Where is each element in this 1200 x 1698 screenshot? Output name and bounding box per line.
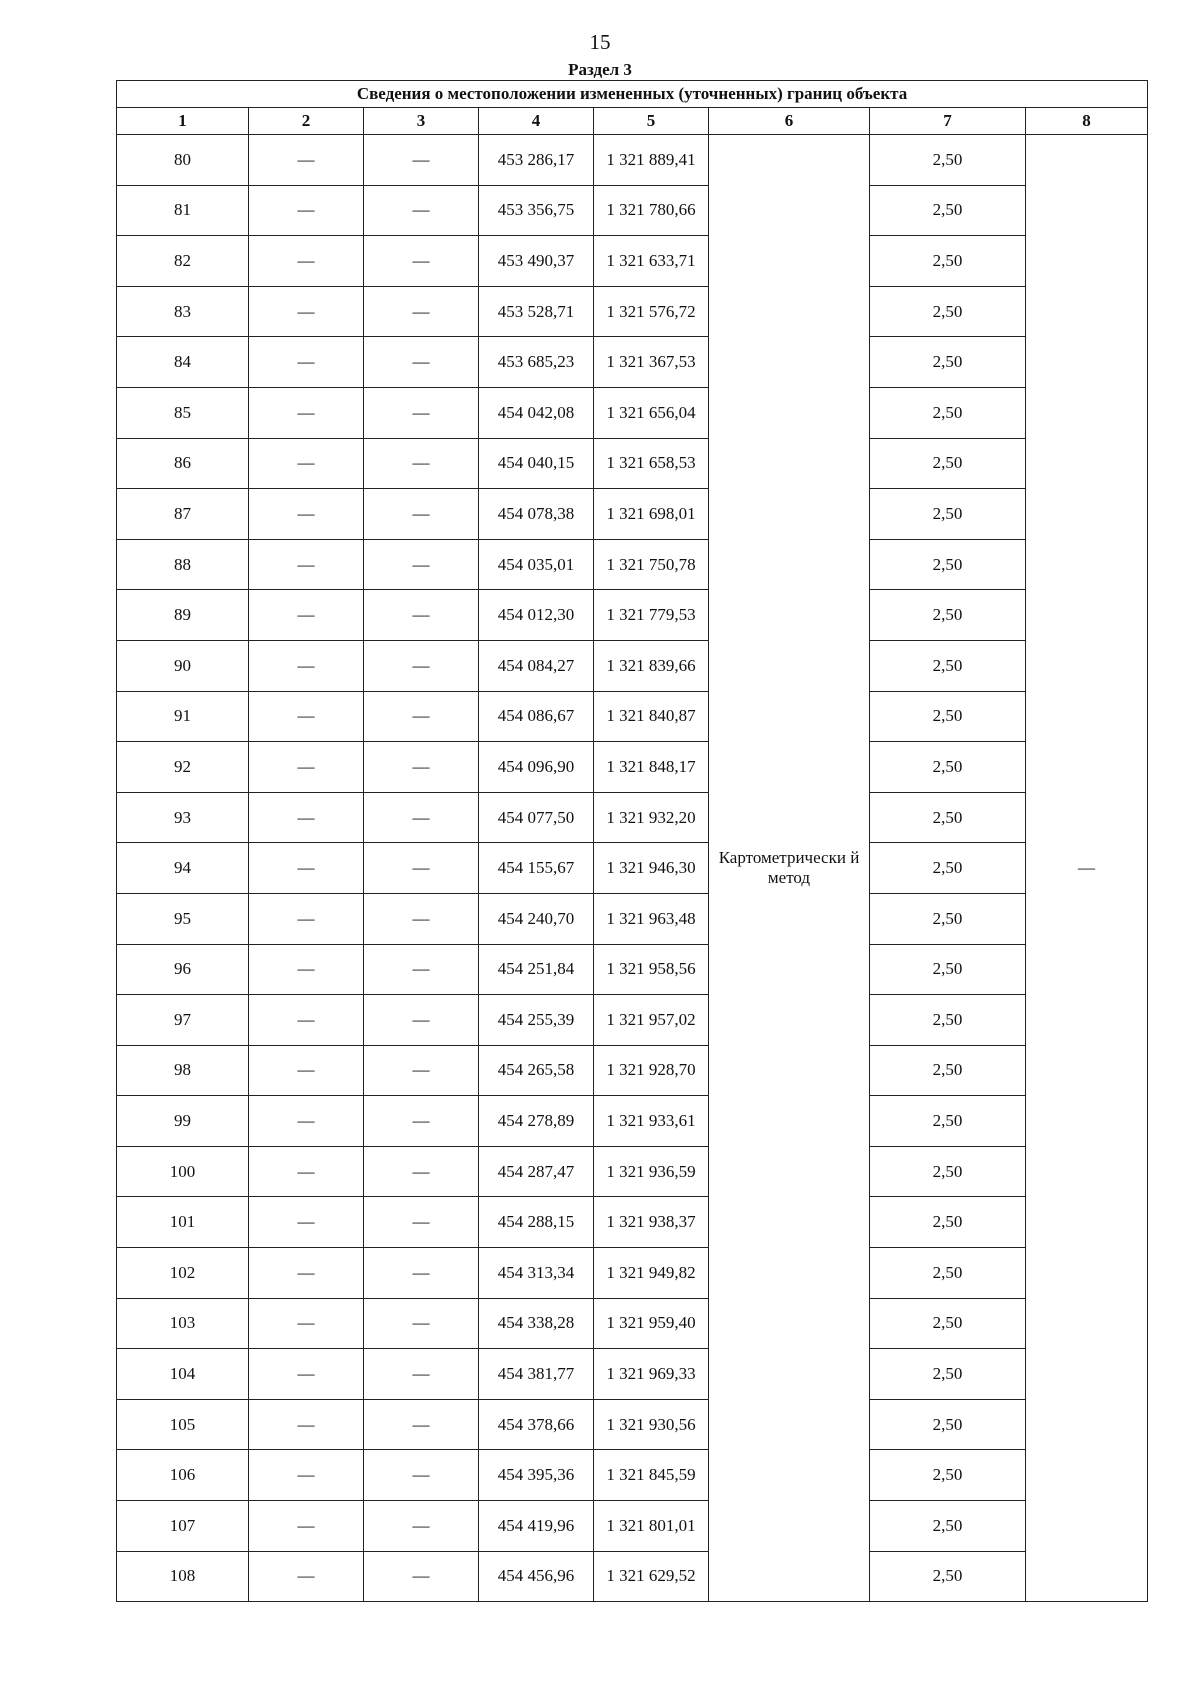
table-row xyxy=(117,489,1148,540)
column2-cell: — xyxy=(249,438,364,489)
column3-cell: — xyxy=(364,1450,479,1501)
point-number-cell: 83 xyxy=(117,286,249,337)
table-row xyxy=(117,995,1148,1046)
column2-cell: — xyxy=(249,236,364,287)
coordinate-y-cell: 1 321 946,30 xyxy=(594,843,709,894)
coordinate-y-cell: 1 321 629,52 xyxy=(594,1551,709,1602)
column3-cell: — xyxy=(364,1501,479,1552)
table-row xyxy=(117,236,1148,287)
table-row xyxy=(117,1349,1148,1400)
column3-cell: — xyxy=(364,944,479,995)
point-number-cell: 92 xyxy=(117,742,249,793)
accuracy-cell: 2,50 xyxy=(870,337,1026,388)
column2-cell: — xyxy=(249,1146,364,1197)
point-number-cell: 95 xyxy=(117,893,249,944)
coordinate-x-cell: 454 251,84 xyxy=(479,944,594,995)
point-number-cell: 91 xyxy=(117,691,249,742)
point-number-cell: 96 xyxy=(117,944,249,995)
column2-cell: — xyxy=(249,286,364,337)
coordinate-y-cell: 1 321 658,53 xyxy=(594,438,709,489)
coordinate-y-cell: 1 321 840,87 xyxy=(594,691,709,742)
column-header: 7 xyxy=(870,108,1026,135)
point-number-cell: 89 xyxy=(117,590,249,641)
accuracy-cell: 2,50 xyxy=(870,1248,1026,1299)
column2-cell: — xyxy=(249,843,364,894)
column3-cell: — xyxy=(364,539,479,590)
coordinate-x-cell: 454 096,90 xyxy=(479,742,594,793)
column2-cell: — xyxy=(249,1450,364,1501)
coordinate-y-cell: 1 321 780,66 xyxy=(594,185,709,236)
coordinate-x-cell: 454 155,67 xyxy=(479,843,594,894)
column3-cell: — xyxy=(364,893,479,944)
coordinate-x-cell: 453 490,37 xyxy=(479,236,594,287)
column2-cell: — xyxy=(249,995,364,1046)
table-row xyxy=(117,1501,1148,1552)
table-row xyxy=(117,1399,1148,1450)
coordinate-y-cell: 1 321 839,66 xyxy=(594,640,709,691)
coordinate-y-cell: 1 321 750,78 xyxy=(594,539,709,590)
table-row xyxy=(117,1298,1148,1349)
column-header: 6 xyxy=(709,108,870,135)
column3-cell: — xyxy=(364,1298,479,1349)
column-header: 5 xyxy=(594,108,709,135)
column2-cell: — xyxy=(249,135,364,186)
coordinate-y-cell: 1 321 576,72 xyxy=(594,286,709,337)
point-number-cell: 103 xyxy=(117,1298,249,1349)
coordinate-y-cell: 1 321 928,70 xyxy=(594,1045,709,1096)
point-number-cell: 105 xyxy=(117,1399,249,1450)
point-number-cell: 81 xyxy=(117,185,249,236)
column3-cell: — xyxy=(364,590,479,641)
accuracy-cell: 2,50 xyxy=(870,742,1026,793)
accuracy-cell: 2,50 xyxy=(870,1197,1026,1248)
coordinate-x-cell: 454 086,67 xyxy=(479,691,594,742)
column-header: 1 xyxy=(117,108,249,135)
coordinate-x-cell: 454 278,89 xyxy=(479,1096,594,1147)
accuracy-cell: 2,50 xyxy=(870,1045,1026,1096)
column2-cell: — xyxy=(249,640,364,691)
column2-cell: — xyxy=(249,539,364,590)
coordinate-x-cell: 453 286,17 xyxy=(479,135,594,186)
accuracy-cell: 2,50 xyxy=(870,1501,1026,1552)
column-header: 3 xyxy=(364,108,479,135)
page-number: 15 xyxy=(589,30,611,54)
coordinate-x-cell: 454 378,66 xyxy=(479,1399,594,1450)
column2-cell: — xyxy=(249,387,364,438)
accuracy-cell: 2,50 xyxy=(870,236,1026,287)
column3-cell: — xyxy=(364,1349,479,1400)
point-number-cell: 82 xyxy=(117,236,249,287)
table-row xyxy=(117,1146,1148,1197)
column3-cell: — xyxy=(364,489,479,540)
point-number-cell: 102 xyxy=(117,1248,249,1299)
accuracy-cell: 2,50 xyxy=(870,438,1026,489)
coordinate-x-cell: 454 313,34 xyxy=(479,1248,594,1299)
column3-cell: — xyxy=(364,135,479,186)
coordinate-y-cell: 1 321 949,82 xyxy=(594,1248,709,1299)
column2-cell: — xyxy=(249,337,364,388)
accuracy-cell: 2,50 xyxy=(870,590,1026,641)
column3-cell: — xyxy=(364,236,479,287)
table-row xyxy=(117,590,1148,641)
table-body xyxy=(117,135,1148,1602)
coordinate-y-cell: 1 321 969,33 xyxy=(594,1349,709,1400)
coordinate-x-cell: 454 078,38 xyxy=(479,489,594,540)
table-caption: Сведения о местоположении измененных (уточненных) границ объекта xyxy=(117,81,1148,108)
coordinate-y-cell: 1 321 698,01 xyxy=(594,489,709,540)
coordinate-x-cell: 454 035,01 xyxy=(479,539,594,590)
column-header: 2 xyxy=(249,108,364,135)
column3-cell: — xyxy=(364,995,479,1046)
section-title: Раздел 3 xyxy=(568,60,632,79)
coordinate-x-cell: 454 040,15 xyxy=(479,438,594,489)
column2-cell: — xyxy=(249,944,364,995)
accuracy-cell: 2,50 xyxy=(870,1349,1026,1400)
table-row xyxy=(117,438,1148,489)
coordinate-y-cell: 1 321 957,02 xyxy=(594,995,709,1046)
coordinate-x-cell: 454 338,28 xyxy=(479,1298,594,1349)
coordinate-x-cell: 454 288,15 xyxy=(479,1197,594,1248)
column3-cell: — xyxy=(364,286,479,337)
column2-cell: — xyxy=(249,1298,364,1349)
table-row xyxy=(117,387,1148,438)
column8-cell: — xyxy=(1026,135,1148,1602)
column2-cell: — xyxy=(249,1399,364,1450)
accuracy-cell: 2,50 xyxy=(870,995,1026,1046)
column3-cell: — xyxy=(364,1096,479,1147)
accuracy-cell: 2,50 xyxy=(870,185,1026,236)
coordinate-y-cell: 1 321 889,41 xyxy=(594,135,709,186)
point-number-cell: 87 xyxy=(117,489,249,540)
point-number-cell: 100 xyxy=(117,1146,249,1197)
column3-cell: — xyxy=(364,1146,479,1197)
accuracy-cell: 2,50 xyxy=(870,489,1026,540)
coordinate-x-cell: 454 012,30 xyxy=(479,590,594,641)
table-row xyxy=(117,1096,1148,1147)
table-row xyxy=(117,742,1148,793)
coordinate-x-cell: 454 287,47 xyxy=(479,1146,594,1197)
column3-cell: — xyxy=(364,387,479,438)
coordinate-y-cell: 1 321 930,56 xyxy=(594,1399,709,1450)
column-header: 4 xyxy=(479,108,594,135)
coordinate-y-cell: 1 321 801,01 xyxy=(594,1501,709,1552)
point-number-cell: 99 xyxy=(117,1096,249,1147)
accuracy-cell: 2,50 xyxy=(870,539,1026,590)
point-number-cell: 93 xyxy=(117,792,249,843)
table-row xyxy=(117,944,1148,995)
column3-cell: — xyxy=(364,843,479,894)
point-number-cell: 94 xyxy=(117,843,249,894)
point-number-cell: 97 xyxy=(117,995,249,1046)
table-row xyxy=(117,539,1148,590)
column2-cell: — xyxy=(249,590,364,641)
coordinate-y-cell: 1 321 845,59 xyxy=(594,1450,709,1501)
accuracy-cell: 2,50 xyxy=(870,387,1026,438)
point-number-cell: 84 xyxy=(117,337,249,388)
coordinate-y-cell: 1 321 938,37 xyxy=(594,1197,709,1248)
point-number-cell: 88 xyxy=(117,539,249,590)
coordinate-y-cell: 1 321 936,59 xyxy=(594,1146,709,1197)
coordinate-y-cell: 1 321 779,53 xyxy=(594,590,709,641)
accuracy-cell: 2,50 xyxy=(870,135,1026,186)
column3-cell: — xyxy=(364,792,479,843)
accuracy-cell: 2,50 xyxy=(870,1551,1026,1602)
coordinate-x-cell: 454 395,36 xyxy=(479,1450,594,1501)
column-header-row xyxy=(117,108,1148,135)
accuracy-cell: 2,50 xyxy=(870,843,1026,894)
point-number-cell: 98 xyxy=(117,1045,249,1096)
coordinate-x-cell: 454 456,96 xyxy=(479,1551,594,1602)
column2-cell: — xyxy=(249,1197,364,1248)
column3-cell: — xyxy=(364,1045,479,1096)
table-row xyxy=(117,691,1148,742)
accuracy-cell: 2,50 xyxy=(870,1298,1026,1349)
point-number-cell: 85 xyxy=(117,387,249,438)
coordinate-x-cell: 453 528,71 xyxy=(479,286,594,337)
coordinate-x-cell: 454 240,70 xyxy=(479,893,594,944)
column3-cell: — xyxy=(364,640,479,691)
column2-cell: — xyxy=(249,1096,364,1147)
table-row xyxy=(117,792,1148,843)
point-number-cell: 104 xyxy=(117,1349,249,1400)
table-row xyxy=(117,640,1148,691)
column3-cell: — xyxy=(364,742,479,793)
table-row xyxy=(117,843,1148,894)
coordinate-y-cell: 1 321 959,40 xyxy=(594,1298,709,1349)
column-header: 8 xyxy=(1026,108,1148,135)
coordinate-y-cell: 1 321 963,48 xyxy=(594,893,709,944)
coordinate-x-cell: 454 077,50 xyxy=(479,792,594,843)
column3-cell: — xyxy=(364,1399,479,1450)
column3-cell: — xyxy=(364,1248,479,1299)
method-cell: Картометрически й метод xyxy=(709,135,870,1602)
column2-cell: — xyxy=(249,1551,364,1602)
coordinate-y-cell: 1 321 958,56 xyxy=(594,944,709,995)
table-row xyxy=(117,337,1148,388)
table-row xyxy=(117,893,1148,944)
accuracy-cell: 2,50 xyxy=(870,1096,1026,1147)
column2-cell: — xyxy=(249,489,364,540)
coordinate-x-cell: 453 685,23 xyxy=(479,337,594,388)
table-row xyxy=(117,1450,1148,1501)
column2-cell: — xyxy=(249,1349,364,1400)
column2-cell: — xyxy=(249,792,364,843)
accuracy-cell: 2,50 xyxy=(870,640,1026,691)
accuracy-cell: 2,50 xyxy=(870,286,1026,337)
column2-cell: — xyxy=(249,1248,364,1299)
coordinate-y-cell: 1 321 933,61 xyxy=(594,1096,709,1147)
column2-cell: — xyxy=(249,691,364,742)
table-row xyxy=(117,1551,1148,1602)
table-row xyxy=(117,185,1148,236)
accuracy-cell: 2,50 xyxy=(870,792,1026,843)
coordinate-x-cell: 454 419,96 xyxy=(479,1501,594,1552)
column3-cell: — xyxy=(364,185,479,236)
coordinate-y-cell: 1 321 367,53 xyxy=(594,337,709,388)
table-row xyxy=(117,1248,1148,1299)
coordinate-x-cell: 454 042,08 xyxy=(479,387,594,438)
accuracy-cell: 2,50 xyxy=(870,1399,1026,1450)
point-number-cell: 101 xyxy=(117,1197,249,1248)
table-row xyxy=(117,1045,1148,1096)
coordinate-x-cell: 454 084,27 xyxy=(479,640,594,691)
column3-cell: — xyxy=(364,1197,479,1248)
coordinate-x-cell: 453 356,75 xyxy=(479,185,594,236)
accuracy-cell: 2,50 xyxy=(870,1450,1026,1501)
column3-cell: — xyxy=(364,438,479,489)
table-row xyxy=(117,135,1148,186)
table-row xyxy=(117,1197,1148,1248)
coordinate-y-cell: 1 321 848,17 xyxy=(594,742,709,793)
column2-cell: — xyxy=(249,185,364,236)
column2-cell: — xyxy=(249,893,364,944)
column3-cell: — xyxy=(364,1551,479,1602)
coordinate-y-cell: 1 321 633,71 xyxy=(594,236,709,287)
point-number-cell: 90 xyxy=(117,640,249,691)
column2-cell: — xyxy=(249,1501,364,1552)
point-number-cell: 108 xyxy=(117,1551,249,1602)
table-row xyxy=(117,286,1148,337)
column3-cell: — xyxy=(364,337,479,388)
coordinate-y-cell: 1 321 932,20 xyxy=(594,792,709,843)
point-number-cell: 86 xyxy=(117,438,249,489)
point-number-cell: 80 xyxy=(117,135,249,186)
coordinate-x-cell: 454 255,39 xyxy=(479,995,594,1046)
column2-cell: — xyxy=(249,1045,364,1096)
column3-cell: — xyxy=(364,691,479,742)
column2-cell: — xyxy=(249,742,364,793)
accuracy-cell: 2,50 xyxy=(870,1146,1026,1197)
accuracy-cell: 2,50 xyxy=(870,893,1026,944)
coordinate-x-cell: 454 265,58 xyxy=(479,1045,594,1096)
boundary-table xyxy=(116,80,1148,1602)
point-number-cell: 107 xyxy=(117,1501,249,1552)
accuracy-cell: 2,50 xyxy=(870,944,1026,995)
coordinate-x-cell: 454 381,77 xyxy=(479,1349,594,1400)
accuracy-cell: 2,50 xyxy=(870,691,1026,742)
coordinate-y-cell: 1 321 656,04 xyxy=(594,387,709,438)
point-number-cell: 106 xyxy=(117,1450,249,1501)
